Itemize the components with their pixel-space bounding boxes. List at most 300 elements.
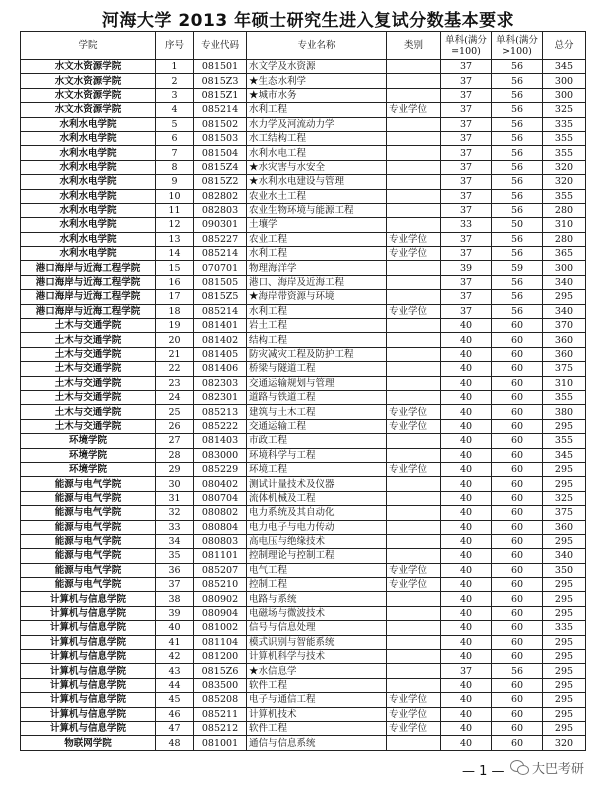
table-row bbox=[21, 362, 586, 376]
cell-major-name: 物理海洋学 bbox=[247, 261, 387, 275]
cell-total: 355 bbox=[543, 434, 586, 448]
cell-school: 港口海岸与近海工程学院 bbox=[21, 290, 156, 304]
cell-category bbox=[387, 736, 441, 750]
cell-category: 专业学位 bbox=[387, 462, 441, 476]
cell-major-name: 电力系统及其自动化 bbox=[247, 506, 387, 520]
cell-school: 能源与电气学院 bbox=[21, 477, 156, 491]
cell-total: 295 bbox=[543, 635, 586, 649]
cell-single-over-100: 60 bbox=[492, 578, 543, 592]
cell-major-name: 港口、海岸及近海工程 bbox=[247, 275, 387, 289]
table-row bbox=[21, 261, 586, 275]
cell-category bbox=[387, 74, 441, 88]
cell-single-over-100: 60 bbox=[492, 707, 543, 721]
cell-total: 355 bbox=[543, 146, 586, 160]
cell-single-over-100: 60 bbox=[492, 736, 543, 750]
cell-major-name: 土壤学 bbox=[247, 218, 387, 232]
cell-single-100: 40 bbox=[441, 707, 492, 721]
cell-seq: 39 bbox=[156, 606, 194, 620]
cell-school: 水利水电学院 bbox=[21, 131, 156, 145]
cell-total: 360 bbox=[543, 333, 586, 347]
table-row bbox=[21, 448, 586, 462]
cell-code: 085207 bbox=[194, 563, 247, 577]
cell-single-100: 37 bbox=[441, 247, 492, 261]
cell-total: 295 bbox=[543, 606, 586, 620]
table-body bbox=[21, 60, 586, 751]
cell-seq: 44 bbox=[156, 678, 194, 692]
cell-code: 083500 bbox=[194, 678, 247, 692]
cell-total: 345 bbox=[543, 60, 586, 74]
cell-school: 物联网学院 bbox=[21, 736, 156, 750]
cell-code: 082301 bbox=[194, 390, 247, 404]
cell-category: 专业学位 bbox=[387, 578, 441, 592]
cell-major-name: 岩土工程 bbox=[247, 319, 387, 333]
cell-total: 375 bbox=[543, 506, 586, 520]
cell-seq: 32 bbox=[156, 506, 194, 520]
table-row bbox=[21, 160, 586, 174]
cell-single-over-100: 60 bbox=[492, 405, 543, 419]
cell-single-over-100: 56 bbox=[492, 247, 543, 261]
cell-seq: 24 bbox=[156, 390, 194, 404]
cell-code: 081402 bbox=[194, 333, 247, 347]
cell-major-name: ★水信息学 bbox=[247, 664, 387, 678]
cell-major-name: 软件工程 bbox=[247, 721, 387, 735]
cell-seq: 13 bbox=[156, 232, 194, 246]
cell-total: 340 bbox=[543, 549, 586, 563]
cell-seq: 18 bbox=[156, 304, 194, 318]
table-row bbox=[21, 88, 586, 102]
cell-seq: 4 bbox=[156, 103, 194, 117]
cell-single-over-100: 60 bbox=[492, 477, 543, 491]
cell-seq: 22 bbox=[156, 362, 194, 376]
cell-category bbox=[387, 117, 441, 131]
cell-code: 085213 bbox=[194, 405, 247, 419]
cell-category bbox=[387, 333, 441, 347]
cell-school: 土木与交通学院 bbox=[21, 376, 156, 390]
header-single-100: 单科(满分=100) bbox=[441, 32, 492, 60]
cell-code: 081200 bbox=[194, 650, 247, 664]
cell-category bbox=[387, 635, 441, 649]
cell-category bbox=[387, 362, 441, 376]
cell-major-name: 结构工程 bbox=[247, 333, 387, 347]
cell-total: 295 bbox=[543, 462, 586, 476]
cell-code: 080904 bbox=[194, 606, 247, 620]
cell-single-over-100: 60 bbox=[492, 549, 543, 563]
table-row bbox=[21, 650, 586, 664]
cell-code: 080804 bbox=[194, 520, 247, 534]
cell-school: 计算机与信息学院 bbox=[21, 693, 156, 707]
cell-single-100: 40 bbox=[441, 362, 492, 376]
cell-school: 水利水电学院 bbox=[21, 232, 156, 246]
cell-category: 专业学位 bbox=[387, 405, 441, 419]
cell-school: 能源与电气学院 bbox=[21, 549, 156, 563]
cell-total: 295 bbox=[543, 419, 586, 433]
cell-code: 080402 bbox=[194, 477, 247, 491]
cell-code: 085214 bbox=[194, 304, 247, 318]
cell-single-over-100: 59 bbox=[492, 261, 543, 275]
cell-code: 081104 bbox=[194, 635, 247, 649]
table-row bbox=[21, 390, 586, 404]
cell-single-100: 37 bbox=[441, 74, 492, 88]
table-row bbox=[21, 563, 586, 577]
cell-school: 能源与电气学院 bbox=[21, 534, 156, 548]
cell-single-100: 37 bbox=[441, 131, 492, 145]
table-row bbox=[21, 693, 586, 707]
cell-category bbox=[387, 88, 441, 102]
cell-school: 计算机与信息学院 bbox=[21, 606, 156, 620]
cell-major-name: 控制工程 bbox=[247, 578, 387, 592]
cell-single-over-100: 60 bbox=[492, 319, 543, 333]
cell-single-100: 39 bbox=[441, 261, 492, 275]
cell-category bbox=[387, 376, 441, 390]
table-row bbox=[21, 462, 586, 476]
table-row bbox=[21, 203, 586, 217]
cell-seq: 45 bbox=[156, 693, 194, 707]
cell-seq: 20 bbox=[156, 333, 194, 347]
cell-major-name: 控制理论与控制工程 bbox=[247, 549, 387, 563]
cell-code: 085222 bbox=[194, 419, 247, 433]
cell-total: 360 bbox=[543, 347, 586, 361]
table-row bbox=[21, 275, 586, 289]
cell-total: 300 bbox=[543, 261, 586, 275]
cell-seq: 19 bbox=[156, 319, 194, 333]
page-number: — 1 — bbox=[462, 764, 505, 779]
cell-seq: 43 bbox=[156, 664, 194, 678]
cell-single-over-100: 56 bbox=[492, 160, 543, 174]
cell-total: 300 bbox=[543, 74, 586, 88]
cell-single-100: 37 bbox=[441, 160, 492, 174]
cell-school: 水利水电学院 bbox=[21, 117, 156, 131]
cell-category bbox=[387, 319, 441, 333]
cell-code: 081406 bbox=[194, 362, 247, 376]
cell-single-over-100: 56 bbox=[492, 203, 543, 217]
cell-single-over-100: 56 bbox=[492, 664, 543, 678]
cell-seq: 31 bbox=[156, 491, 194, 505]
cell-total: 295 bbox=[543, 592, 586, 606]
cell-single-100: 37 bbox=[441, 203, 492, 217]
table-row bbox=[21, 117, 586, 131]
cell-category bbox=[387, 491, 441, 505]
cell-seq: 34 bbox=[156, 534, 194, 548]
cell-code: 081502 bbox=[194, 117, 247, 131]
cell-single-100: 40 bbox=[441, 693, 492, 707]
table-row bbox=[21, 290, 586, 304]
cell-total: 295 bbox=[543, 664, 586, 678]
table-row bbox=[21, 419, 586, 433]
document-title: 河海大学 2013 年硕士研究生进入复试分数基本要求 bbox=[101, 11, 515, 31]
cell-single-over-100: 60 bbox=[492, 419, 543, 433]
cell-code: 080803 bbox=[194, 534, 247, 548]
cell-single-over-100: 56 bbox=[492, 290, 543, 304]
cell-single-over-100: 56 bbox=[492, 117, 543, 131]
cell-total: 380 bbox=[543, 405, 586, 419]
cell-total: 355 bbox=[543, 131, 586, 145]
cell-school: 水文水资源学院 bbox=[21, 60, 156, 74]
cell-category bbox=[387, 390, 441, 404]
cell-category: 专业学位 bbox=[387, 103, 441, 117]
cell-single-100: 40 bbox=[441, 606, 492, 620]
cell-seq: 16 bbox=[156, 275, 194, 289]
table-row bbox=[21, 678, 586, 692]
cell-major-name: 道路与铁道工程 bbox=[247, 390, 387, 404]
table-row bbox=[21, 218, 586, 232]
table-row bbox=[21, 247, 586, 261]
cell-school: 水利水电学院 bbox=[21, 175, 156, 189]
cell-school: 环境学院 bbox=[21, 462, 156, 476]
cell-total: 355 bbox=[543, 390, 586, 404]
cell-major-name: 桥梁与隧道工程 bbox=[247, 362, 387, 376]
cell-major-name: 水利工程 bbox=[247, 103, 387, 117]
cell-category bbox=[387, 448, 441, 462]
header-total: 总分 bbox=[543, 32, 586, 60]
cell-single-over-100: 60 bbox=[492, 520, 543, 534]
cell-category bbox=[387, 534, 441, 548]
cell-code: 081503 bbox=[194, 131, 247, 145]
cell-total: 345 bbox=[543, 448, 586, 462]
cell-school: 水利水电学院 bbox=[21, 189, 156, 203]
cell-category bbox=[387, 434, 441, 448]
cell-school: 计算机与信息学院 bbox=[21, 664, 156, 678]
cell-single-100: 37 bbox=[441, 88, 492, 102]
cell-single-100: 40 bbox=[441, 448, 492, 462]
cell-single-over-100: 56 bbox=[492, 131, 543, 145]
cell-single-100: 33 bbox=[441, 218, 492, 232]
cell-single-100: 40 bbox=[441, 347, 492, 361]
cell-single-over-100: 60 bbox=[492, 592, 543, 606]
cell-major-name: 电气工程 bbox=[247, 563, 387, 577]
cell-single-over-100: 60 bbox=[492, 434, 543, 448]
cell-major-name: 水利工程 bbox=[247, 247, 387, 261]
table-row bbox=[21, 506, 586, 520]
header-code: 专业代码 bbox=[194, 32, 247, 60]
cell-school: 计算机与信息学院 bbox=[21, 678, 156, 692]
cell-code: 081403 bbox=[194, 434, 247, 448]
cell-single-100: 37 bbox=[441, 175, 492, 189]
cell-single-100: 37 bbox=[441, 290, 492, 304]
table-row bbox=[21, 520, 586, 534]
cell-single-100: 40 bbox=[441, 621, 492, 635]
table-row bbox=[21, 736, 586, 750]
cell-total: 295 bbox=[543, 477, 586, 491]
table-row bbox=[21, 333, 586, 347]
table-row bbox=[21, 189, 586, 203]
cell-single-over-100: 56 bbox=[492, 74, 543, 88]
cell-major-name: 环境科学与工程 bbox=[247, 448, 387, 462]
cell-total: 295 bbox=[543, 693, 586, 707]
cell-seq: 23 bbox=[156, 376, 194, 390]
cell-school: 计算机与信息学院 bbox=[21, 592, 156, 606]
cell-single-100: 40 bbox=[441, 319, 492, 333]
cell-single-over-100: 56 bbox=[492, 60, 543, 74]
cell-single-100: 37 bbox=[441, 232, 492, 246]
cell-category bbox=[387, 189, 441, 203]
cell-total: 355 bbox=[543, 189, 586, 203]
cell-major-name: ★水利水电建设与管理 bbox=[247, 175, 387, 189]
cell-category bbox=[387, 621, 441, 635]
table-row bbox=[21, 175, 586, 189]
cell-seq: 8 bbox=[156, 160, 194, 174]
cell-total: 310 bbox=[543, 218, 586, 232]
cell-major-name: 软件工程 bbox=[247, 678, 387, 692]
cell-seq: 26 bbox=[156, 419, 194, 433]
cell-school: 港口海岸与近海工程学院 bbox=[21, 275, 156, 289]
cell-school: 能源与电气学院 bbox=[21, 506, 156, 520]
cell-category bbox=[387, 60, 441, 74]
cell-school: 土木与交通学院 bbox=[21, 333, 156, 347]
cell-seq: 5 bbox=[156, 117, 194, 131]
cell-code: 0815Z6 bbox=[194, 664, 247, 678]
cell-category bbox=[387, 549, 441, 563]
cell-total: 310 bbox=[543, 376, 586, 390]
cell-single-over-100: 60 bbox=[492, 721, 543, 735]
cell-single-over-100: 56 bbox=[492, 88, 543, 102]
cell-major-name: 水力学及河流动力学 bbox=[247, 117, 387, 131]
cell-total: 350 bbox=[543, 563, 586, 577]
cell-major-name: ★水灾害与水安全 bbox=[247, 160, 387, 174]
cell-single-over-100: 60 bbox=[492, 376, 543, 390]
cell-code: 0815Z4 bbox=[194, 160, 247, 174]
cell-single-over-100: 60 bbox=[492, 491, 543, 505]
cell-school: 能源与电气学院 bbox=[21, 578, 156, 592]
cell-major-name: 农业水土工程 bbox=[247, 189, 387, 203]
cell-single-100: 40 bbox=[441, 376, 492, 390]
table-row bbox=[21, 635, 586, 649]
cell-total: 295 bbox=[543, 678, 586, 692]
cell-single-100: 40 bbox=[441, 390, 492, 404]
cell-seq: 17 bbox=[156, 290, 194, 304]
cell-total: 295 bbox=[543, 290, 586, 304]
table-row bbox=[21, 376, 586, 390]
cell-single-over-100: 56 bbox=[492, 103, 543, 117]
score-table bbox=[20, 31, 586, 751]
table-row bbox=[21, 232, 586, 246]
table-row bbox=[21, 434, 586, 448]
header-school: 学院 bbox=[21, 32, 156, 60]
cell-seq: 9 bbox=[156, 175, 194, 189]
cell-single-100: 37 bbox=[441, 103, 492, 117]
cell-seq: 10 bbox=[156, 189, 194, 203]
cell-major-name: 电路与系统 bbox=[247, 592, 387, 606]
cell-category bbox=[387, 506, 441, 520]
cell-seq: 2 bbox=[156, 74, 194, 88]
table-row bbox=[21, 721, 586, 735]
cell-category bbox=[387, 175, 441, 189]
cell-seq: 11 bbox=[156, 203, 194, 217]
cell-single-over-100: 50 bbox=[492, 218, 543, 232]
cell-single-100: 37 bbox=[441, 189, 492, 203]
cell-code: 081505 bbox=[194, 275, 247, 289]
cell-total: 300 bbox=[543, 88, 586, 102]
cell-seq: 29 bbox=[156, 462, 194, 476]
cell-total: 295 bbox=[543, 650, 586, 664]
cell-code: 080902 bbox=[194, 592, 247, 606]
cell-seq: 14 bbox=[156, 247, 194, 261]
cell-single-over-100: 60 bbox=[492, 621, 543, 635]
cell-school: 能源与电气学院 bbox=[21, 520, 156, 534]
cell-single-100: 40 bbox=[441, 635, 492, 649]
cell-total: 320 bbox=[543, 175, 586, 189]
table-row bbox=[21, 664, 586, 678]
cell-single-100: 37 bbox=[441, 117, 492, 131]
cell-single-100: 40 bbox=[441, 650, 492, 664]
cell-single-over-100: 56 bbox=[492, 275, 543, 289]
table-row bbox=[21, 304, 586, 318]
cell-major-name: 农业生物环境与能源工程 bbox=[247, 203, 387, 217]
table-row bbox=[21, 621, 586, 635]
cell-code: 070701 bbox=[194, 261, 247, 275]
table-row bbox=[21, 146, 586, 160]
cell-code: 090301 bbox=[194, 218, 247, 232]
cell-school: 土木与交通学院 bbox=[21, 419, 156, 433]
cell-code: 085208 bbox=[194, 693, 247, 707]
cell-single-over-100: 60 bbox=[492, 606, 543, 620]
cell-major-name: 环境工程 bbox=[247, 462, 387, 476]
cell-school: 计算机与信息学院 bbox=[21, 635, 156, 649]
header-name: 专业名称 bbox=[247, 32, 387, 60]
cell-total: 320 bbox=[543, 736, 586, 750]
cell-category bbox=[387, 678, 441, 692]
cell-single-over-100: 60 bbox=[492, 506, 543, 520]
table-row bbox=[21, 707, 586, 721]
table-row bbox=[21, 405, 586, 419]
cell-category: 专业学位 bbox=[387, 563, 441, 577]
cell-seq: 12 bbox=[156, 218, 194, 232]
cell-single-100: 37 bbox=[441, 146, 492, 160]
cell-school: 水利水电学院 bbox=[21, 203, 156, 217]
cell-code: 085211 bbox=[194, 707, 247, 721]
cell-seq: 3 bbox=[156, 88, 194, 102]
cell-code: 082802 bbox=[194, 189, 247, 203]
cell-seq: 47 bbox=[156, 721, 194, 735]
cell-major-name: 计算机科学与技术 bbox=[247, 650, 387, 664]
cell-single-100: 40 bbox=[441, 578, 492, 592]
cell-major-name: 高电压与绝缘技术 bbox=[247, 534, 387, 548]
cell-school: 土木与交通学院 bbox=[21, 362, 156, 376]
cell-major-name: 计算机技术 bbox=[247, 707, 387, 721]
cell-seq: 7 bbox=[156, 146, 194, 160]
cell-seq: 15 bbox=[156, 261, 194, 275]
table-row bbox=[21, 60, 586, 74]
cell-school: 土木与交通学院 bbox=[21, 347, 156, 361]
cell-seq: 30 bbox=[156, 477, 194, 491]
cell-total: 335 bbox=[543, 621, 586, 635]
cell-school: 土木与交通学院 bbox=[21, 390, 156, 404]
cell-school: 水文水资源学院 bbox=[21, 88, 156, 102]
cell-school: 环境学院 bbox=[21, 448, 156, 462]
cell-major-name: 水工结构工程 bbox=[247, 131, 387, 145]
cell-seq: 38 bbox=[156, 592, 194, 606]
cell-code: 0815Z3 bbox=[194, 74, 247, 88]
cell-single-100: 37 bbox=[441, 664, 492, 678]
cell-seq: 40 bbox=[156, 621, 194, 635]
cell-single-100: 40 bbox=[441, 678, 492, 692]
cell-seq: 46 bbox=[156, 707, 194, 721]
cell-major-name: 水文学及水资源 bbox=[247, 60, 387, 74]
cell-single-100: 40 bbox=[441, 477, 492, 491]
table-row bbox=[21, 578, 586, 592]
cell-seq: 41 bbox=[156, 635, 194, 649]
cell-category bbox=[387, 261, 441, 275]
cell-seq: 25 bbox=[156, 405, 194, 419]
header-single-over-100: 单科(满分>100) bbox=[492, 32, 543, 60]
cell-category bbox=[387, 160, 441, 174]
cell-major-name: ★城市水务 bbox=[247, 88, 387, 102]
cell-single-over-100: 60 bbox=[492, 650, 543, 664]
cell-school: 计算机与信息学院 bbox=[21, 650, 156, 664]
cell-single-over-100: 60 bbox=[492, 362, 543, 376]
cell-major-name: 测试计量技术及仪器 bbox=[247, 477, 387, 491]
cell-single-over-100: 56 bbox=[492, 146, 543, 160]
cell-single-over-100: 60 bbox=[492, 635, 543, 649]
